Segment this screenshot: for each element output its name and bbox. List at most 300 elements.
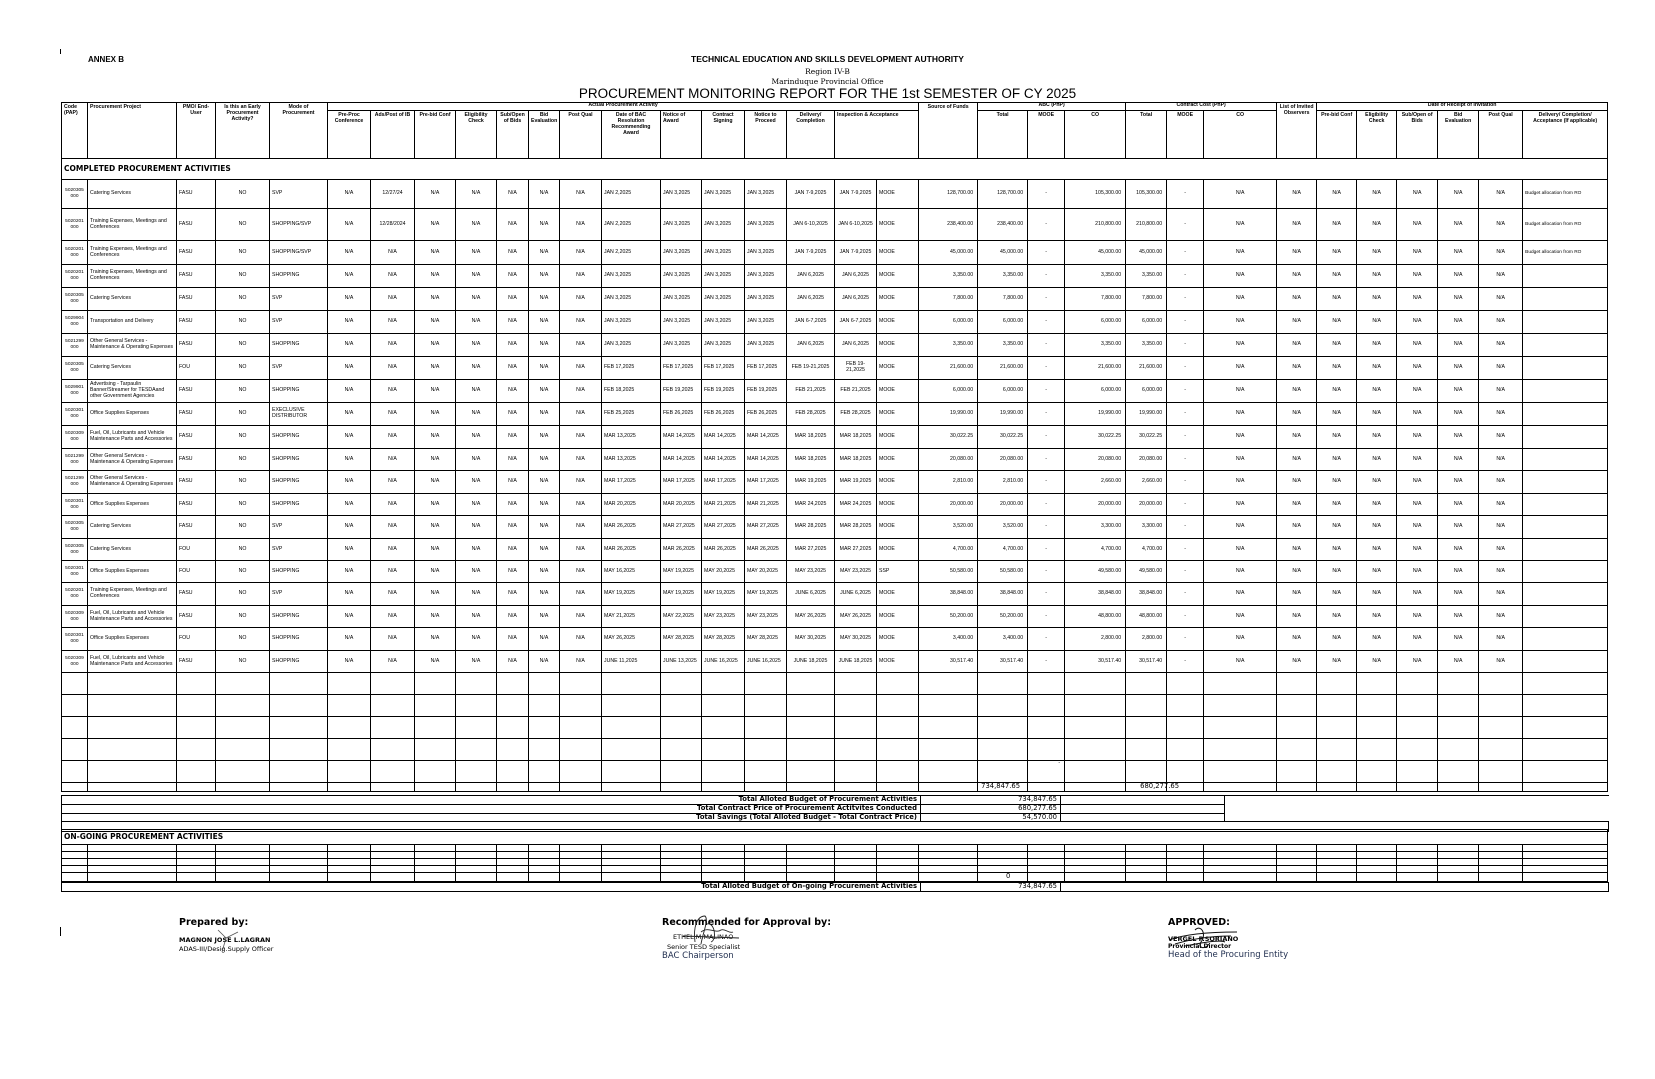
empty-cell: [456, 859, 497, 866]
empty-cell: [270, 673, 328, 695]
contract-date-cell: JAN 3,2025: [702, 311, 745, 334]
r-bideval-cell: N/A: [1397, 288, 1438, 311]
empty-cell: [497, 695, 529, 717]
empty-cell: [88, 866, 177, 873]
r-postqual-cell: N/A: [1438, 180, 1479, 209]
r-prebid-cell: N/A: [1277, 426, 1317, 449]
early-cell: NO: [216, 241, 270, 265]
r-elig-cell: N/A: [1317, 426, 1357, 449]
cc-co-cell: -: [1167, 334, 1204, 357]
abc-co-cell: -: [1028, 180, 1065, 209]
observers-cell: N/A: [1204, 628, 1277, 651]
abc-total-cell: 30,022.25: [919, 426, 978, 449]
r-postqual-cell: N/A: [1438, 209, 1479, 241]
inspection-date-cell: JAN 7-9,2025: [835, 241, 877, 265]
prebid-cell: N/A: [415, 561, 456, 583]
empty-cell: [1028, 717, 1065, 739]
postqual-cell: N/A: [560, 471, 602, 494]
delivery-date-cell: MAR 24,2025: [787, 494, 835, 516]
postqual-cell: N/A: [560, 209, 602, 241]
r-delivery-cell: N/A: [1479, 426, 1523, 449]
empty-cell: [602, 717, 661, 739]
source-cell: MOOE: [877, 265, 919, 288]
preproc-cell: N/A: [328, 651, 371, 673]
r-elig-cell: N/A: [1317, 265, 1357, 288]
r-bideval-cell: N/A: [1397, 265, 1438, 288]
summary-label: Total Contract Price of Procurement Actitvites Conducted: [62, 804, 921, 813]
abc-mooe-cell: 4,700.00: [978, 539, 1028, 561]
empty-cell: [978, 845, 1028, 852]
r-elig-cell: N/A: [1317, 449, 1357, 471]
empty-cell: [371, 695, 415, 717]
empty-cell: [497, 845, 529, 852]
empty-cell: [1479, 673, 1523, 695]
preproc-cell: N/A: [328, 288, 371, 311]
r-postqual-cell: N/A: [1438, 449, 1479, 471]
agency-name: TECHNICAL EDUCATION AND SKILLS DEVELOPMENT AUTHORITY: [691, 54, 964, 64]
empty-cell: [1523, 717, 1608, 739]
bideval-cell: N/A: [529, 209, 560, 241]
r-subopen-cell: N/A: [1357, 449, 1397, 471]
early-cell: NO: [216, 180, 270, 209]
empty-cell: [371, 761, 415, 783]
remarks-cell: [1523, 311, 1608, 334]
project-cell: Office Supplies Expenses: [88, 628, 177, 651]
empty-cell: [328, 761, 371, 783]
r-prebid-cell: N/A: [1277, 334, 1317, 357]
r-delivery-cell: N/A: [1479, 334, 1523, 357]
empty-cell: [978, 859, 1028, 866]
empty-cell: [415, 845, 456, 852]
ads-cell: N/A: [371, 606, 415, 628]
abc-mooe-cell: 30,517.40: [978, 651, 1028, 673]
cc-co-cell: -: [1167, 471, 1204, 494]
cc-co-cell: -: [1167, 449, 1204, 471]
early-cell: NO: [216, 606, 270, 628]
empty-cell: [702, 761, 745, 783]
empty-cell: [371, 673, 415, 695]
subopen-cell: N/A: [497, 516, 529, 539]
remarks-cell: [1523, 334, 1608, 357]
ntp-date-cell: MAY 28,2025: [745, 628, 787, 651]
bac-date-cell: MAR 17,2025: [602, 471, 661, 494]
empty-cell: [529, 866, 560, 873]
empty-cell: [919, 739, 978, 761]
group-contract-cost: Contract Cost (PhP): [1126, 103, 1277, 111]
early-cell: NO: [216, 403, 270, 426]
bideval-cell: N/A: [529, 606, 560, 628]
contract-date-cell: JUNE 16,2025: [702, 651, 745, 673]
abc-co-cell: -: [1028, 357, 1065, 380]
r-delivery-cell: N/A: [1479, 180, 1523, 209]
empty-cell: [1277, 852, 1317, 859]
col-bac: Date of BAC Resolution Recommending Award: [602, 111, 661, 159]
cc-co-cell: -: [1167, 209, 1204, 241]
empty-cell: [62, 717, 88, 739]
abc-total-cell: 6,000.00: [919, 380, 978, 403]
abc-total-cell: 3,350.00: [919, 265, 978, 288]
bac-date-cell: MAY 21,2025: [602, 606, 661, 628]
delivery-date-cell: MAR 28,2025: [787, 516, 835, 539]
prebid-cell: N/A: [415, 403, 456, 426]
cc-total-cell: 3,300.00: [1065, 516, 1126, 539]
inspection-date-cell: JUNE 6,2025: [835, 583, 877, 606]
empty-cell: [328, 717, 371, 739]
empty-cell: [702, 845, 745, 852]
source-cell: MOOE: [877, 516, 919, 539]
r-delivery-cell: N/A: [1479, 516, 1523, 539]
r-postqual-cell: N/A: [1438, 265, 1479, 288]
ads-cell: N/A: [371, 494, 415, 516]
subopen-cell: N/A: [497, 180, 529, 209]
empty-cell: [371, 859, 415, 866]
elig-cell: N/A: [456, 539, 497, 561]
remarks-cell: [1523, 561, 1608, 583]
noa-date-cell: JAN 3,2025: [661, 180, 702, 209]
empty-cell: [560, 761, 602, 783]
ads-cell: N/A: [371, 334, 415, 357]
empty-cell: [919, 695, 978, 717]
preproc-cell: N/A: [328, 583, 371, 606]
col-source: Source of Funds: [919, 103, 978, 159]
cc-co-cell: -: [1167, 265, 1204, 288]
elig-cell: N/A: [456, 471, 497, 494]
ntp-date-cell: MAR 26,2025: [745, 539, 787, 561]
prebid-cell: N/A: [415, 583, 456, 606]
r-bideval-cell: N/A: [1397, 380, 1438, 403]
empty-cell: [270, 761, 328, 783]
summary-value: 734,847.65: [921, 796, 1061, 805]
ongoing-row: [62, 852, 1608, 859]
source-cell: MOOE: [877, 651, 919, 673]
pmo-cell: FOU: [177, 357, 216, 380]
abc-mooe-cell: 21,600.00: [978, 357, 1028, 380]
ntp-date-cell: FEB 17,2025: [745, 357, 787, 380]
table-row: [62, 334, 1608, 357]
early-cell: NO: [216, 209, 270, 241]
empty-cell: [1438, 739, 1479, 761]
empty-cell: [1204, 859, 1277, 866]
empty-cell: [1523, 695, 1608, 717]
empty-cell: [1523, 673, 1608, 695]
r-delivery-cell: N/A: [1479, 357, 1523, 380]
col-cc-co: CO: [1204, 111, 1277, 159]
empty-cell: [88, 739, 177, 761]
report-title: PROCUREMENT MONITORING REPORT FOR THE 1st SEMESTER OF CY 2025: [578, 86, 1077, 101]
contract-date-cell: MAY 28,2025: [702, 628, 745, 651]
mode-cell: SVP: [270, 583, 328, 606]
col-mode: Mode of Procurement: [270, 103, 328, 159]
noa-date-cell: FEB 26,2025: [661, 403, 702, 426]
early-cell: NO: [216, 334, 270, 357]
recommended-position: Senior TESD Specialist: [667, 943, 741, 951]
source-cell: MOOE: [877, 357, 919, 380]
bideval-cell: N/A: [529, 180, 560, 209]
observers-cell: N/A: [1204, 651, 1277, 673]
elig-cell: N/A: [456, 311, 497, 334]
empty-cell: [661, 717, 702, 739]
abc-mooe-cell: 38,848.00: [978, 583, 1028, 606]
source-cell: MOOE: [877, 539, 919, 561]
cc-co-cell: -: [1167, 380, 1204, 403]
prebid-cell: N/A: [415, 516, 456, 539]
r-prebid-cell: N/A: [1277, 494, 1317, 516]
empty-cell: [497, 673, 529, 695]
empty-cell: [1357, 859, 1397, 866]
r-elig-cell: N/A: [1317, 403, 1357, 426]
empty-cell: [497, 852, 529, 859]
noa-date-cell: MAR 14,2025: [661, 449, 702, 471]
abc-mooe-cell: 3,400.00: [978, 628, 1028, 651]
empty-cell: [1317, 673, 1357, 695]
cc-mooe-cell: 20,080.00: [1126, 449, 1167, 471]
noa-date-cell: MAY 19,2025: [661, 561, 702, 583]
empty-cell: [661, 845, 702, 852]
bac-date-cell: JAN 3,2025: [602, 265, 661, 288]
cc-mooe-cell: 45,000.00: [1126, 241, 1167, 265]
summary-label: Total Savings (Total Alloted Budget - Total Contract Price): [62, 813, 921, 822]
contract-date-cell: MAR 21,2025: [702, 494, 745, 516]
empty-cell: [216, 866, 270, 873]
ads-cell: N/A: [371, 265, 415, 288]
cc-mooe-cell: 38,848.00: [1126, 583, 1167, 606]
empty-cell: [877, 717, 919, 739]
pmo-cell: FASU: [177, 180, 216, 209]
mode-cell: SVP: [270, 288, 328, 311]
r-prebid-cell: N/A: [1277, 651, 1317, 673]
empty-cell: [1357, 739, 1397, 761]
region-name: Region IV-B: [805, 67, 850, 76]
postqual-cell: N/A: [560, 494, 602, 516]
subtotal-row: [62, 783, 1608, 792]
table-row: [62, 288, 1608, 311]
empty-cell: [529, 739, 560, 761]
code-cell: 5020301 000: [62, 561, 88, 583]
empty-cell: [1277, 673, 1317, 695]
inspection-date-cell: MAR 18,2025: [835, 426, 877, 449]
noa-date-cell: FEB 19,2025: [661, 380, 702, 403]
empty-cell: [497, 761, 529, 783]
delivery-date-cell: JAN 7-9,2025: [787, 241, 835, 265]
postqual-cell: N/A: [560, 426, 602, 449]
cc-mooe-cell: 4,700.00: [1126, 539, 1167, 561]
cc-co-cell: -: [1167, 426, 1204, 449]
delivery-date-cell: JAN 6-7,2025: [787, 311, 835, 334]
empty-cell: [1397, 852, 1438, 859]
empty-cell: [1028, 845, 1065, 852]
empty-cell: [919, 673, 978, 695]
empty-cell: [1277, 739, 1317, 761]
empty-cell: [88, 695, 177, 717]
empty-cell: [456, 852, 497, 859]
preproc-cell: N/A: [328, 357, 371, 380]
inspection-date-cell: MAR 19,2025: [835, 471, 877, 494]
preproc-cell: N/A: [328, 380, 371, 403]
empty-cell: [1065, 695, 1126, 717]
contract-date-cell: MAR 26,2025: [702, 539, 745, 561]
abc-mooe-cell: 3,350.00: [978, 334, 1028, 357]
empty-cell: [787, 859, 835, 866]
elig-cell: N/A: [456, 288, 497, 311]
noa-date-cell: MAY 28,2025: [661, 628, 702, 651]
table-row: [62, 403, 1608, 426]
abc-co-cell: -: [1028, 265, 1065, 288]
abc-co-cell: -: [1028, 380, 1065, 403]
empty-cell: [1126, 866, 1167, 873]
empty-cell: [270, 717, 328, 739]
observers-cell: N/A: [1204, 265, 1277, 288]
section-completed: COMPLETED PROCUREMENT ACTIVITIES: [62, 159, 1608, 180]
observers-cell: N/A: [1204, 561, 1277, 583]
r-elig-cell: N/A: [1317, 516, 1357, 539]
cc-mooe-cell: 105,300.00: [1126, 180, 1167, 209]
noa-date-cell: MAY 22,2025: [661, 606, 702, 628]
empty-cell: [1479, 717, 1523, 739]
r-delivery-cell: N/A: [1479, 651, 1523, 673]
ntp-date-cell: JAN 3,2025: [745, 334, 787, 357]
elig-cell: N/A: [456, 628, 497, 651]
r-elig-cell: N/A: [1317, 606, 1357, 628]
source-cell: MOOE: [877, 606, 919, 628]
inspection-date-cell: JAN 6,2025: [835, 288, 877, 311]
empty-cell: [1126, 695, 1167, 717]
ads-cell: N/A: [371, 380, 415, 403]
abc-total-cell: 50,580.00: [919, 561, 978, 583]
bideval-cell: N/A: [529, 539, 560, 561]
remarks-cell: [1523, 357, 1608, 380]
empty-cell: [1028, 739, 1065, 761]
contract-date-cell: JAN 3,2025: [702, 288, 745, 311]
empty-cell: [270, 845, 328, 852]
pmo-cell: FASU: [177, 449, 216, 471]
r-elig-cell: N/A: [1317, 357, 1357, 380]
cc-co-cell: -: [1167, 180, 1204, 209]
empty-cell: [177, 852, 216, 859]
r-delivery-cell: N/A: [1479, 380, 1523, 403]
preproc-cell: N/A: [328, 180, 371, 209]
r-postqual-cell: N/A: [1438, 539, 1479, 561]
project-cell: Training Expenses, Meetings and Conferences: [88, 583, 177, 606]
cc-mooe-cell: 19,990.00: [1126, 403, 1167, 426]
empty-cell: [1204, 695, 1277, 717]
empty-cell: [602, 859, 661, 866]
cc-co-cell: -: [1167, 539, 1204, 561]
bac-date-cell: MAY 19,2025: [602, 583, 661, 606]
preproc-cell: N/A: [328, 426, 371, 449]
cc-co-cell: -: [1167, 357, 1204, 380]
empty-cell: [835, 859, 877, 866]
r-bideval-cell: N/A: [1397, 471, 1438, 494]
preproc-cell: N/A: [328, 209, 371, 241]
empty-cell: [877, 852, 919, 859]
observers-cell: N/A: [1204, 180, 1277, 209]
postqual-cell: N/A: [560, 539, 602, 561]
prebid-cell: N/A: [415, 241, 456, 265]
empty-cell: [1397, 717, 1438, 739]
elig-cell: N/A: [456, 180, 497, 209]
delivery-date-cell: MAR 18,2025: [787, 426, 835, 449]
noa-date-cell: MAR 17,2025: [661, 471, 702, 494]
empty-cell: [1204, 717, 1277, 739]
r-bideval-cell: N/A: [1397, 494, 1438, 516]
empty-cell: [661, 761, 702, 783]
pmo-cell: FASU: [177, 334, 216, 357]
empty-cell: [745, 673, 787, 695]
co-dash-cell: -: [1028, 761, 1065, 783]
cc-co-cell: -: [1167, 311, 1204, 334]
table-row: [62, 471, 1608, 494]
empty-cell: [1126, 859, 1167, 866]
empty-cell: [1438, 866, 1479, 873]
r-prebid-cell: N/A: [1277, 209, 1317, 241]
r-postqual-cell: N/A: [1438, 561, 1479, 583]
early-cell: NO: [216, 380, 270, 403]
postqual-cell: N/A: [560, 449, 602, 471]
ntp-date-cell: FEB 19,2025: [745, 380, 787, 403]
pmo-cell: FASU: [177, 471, 216, 494]
abc-mooe-cell: 3,520.00: [978, 516, 1028, 539]
empty-cell: [1357, 845, 1397, 852]
empty-cell: [1167, 695, 1204, 717]
empty-cell: [919, 859, 978, 866]
empty-cell: [456, 717, 497, 739]
inspection-date-cell: FEB 28,2025: [835, 403, 877, 426]
col-cc-mooe: MOOE: [1167, 111, 1204, 159]
recommended-signature: [675, 912, 745, 947]
noa-date-cell: MAR 27,2025: [661, 516, 702, 539]
ads-cell: N/A: [371, 583, 415, 606]
empty-cell: [560, 673, 602, 695]
group-actual-activity: Actual Procurement Activity: [328, 103, 919, 111]
empty-cell: [835, 852, 877, 859]
remarks-cell: [1523, 606, 1608, 628]
early-cell: NO: [216, 311, 270, 334]
empty-cell: [787, 845, 835, 852]
r-elig-cell: N/A: [1317, 288, 1357, 311]
empty-cell: [919, 761, 978, 783]
r-delivery-cell: N/A: [1479, 471, 1523, 494]
approved-position: Provincial Director: [1168, 943, 1232, 950]
empty-cell: [661, 859, 702, 866]
empty-cell: [1479, 859, 1523, 866]
contract-date-cell: MAY 19,2025: [702, 583, 745, 606]
delivery-date-cell: FEB 28,2025: [787, 403, 835, 426]
subopen-cell: N/A: [497, 606, 529, 628]
subopen-cell: N/A: [497, 561, 529, 583]
mode-cell: SHOPPING: [270, 449, 328, 471]
inspection-date-cell: MAR 18,2025: [835, 449, 877, 471]
pmo-cell: FASU: [177, 311, 216, 334]
abc-co-cell: -: [1028, 651, 1065, 673]
elig-cell: N/A: [456, 561, 497, 583]
empty-cell: [1479, 695, 1523, 717]
empty-cell: [456, 673, 497, 695]
empty-cell: [270, 695, 328, 717]
empty-cell: [497, 717, 529, 739]
empty-cell: [415, 739, 456, 761]
elig-cell: N/A: [456, 449, 497, 471]
empty-cell: [1126, 673, 1167, 695]
remarks-cell: [1523, 471, 1608, 494]
code-cell: 5020305 000: [62, 357, 88, 380]
delivery-date-cell: JAN 7-9,2025: [787, 180, 835, 209]
empty-cell: [1317, 717, 1357, 739]
abc-co-cell: -: [1028, 516, 1065, 539]
mode-cell: EXECLUSIVE DISTRIBUTOR: [270, 403, 328, 426]
r-postqual-cell: N/A: [1438, 403, 1479, 426]
r-subopen-cell: N/A: [1357, 380, 1397, 403]
empty-cell: [62, 845, 88, 852]
